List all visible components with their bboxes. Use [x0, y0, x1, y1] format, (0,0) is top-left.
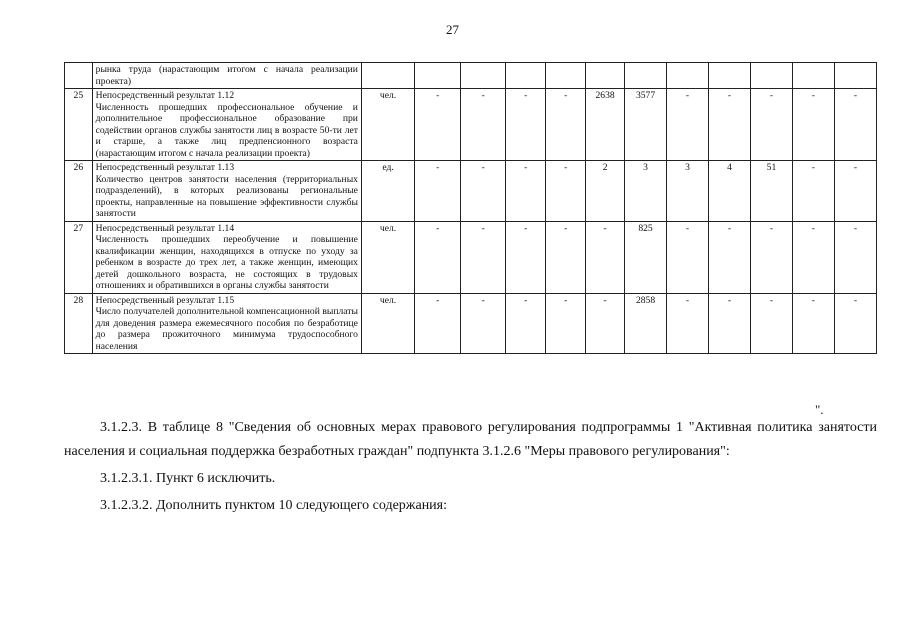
row-number: 28 [65, 293, 93, 354]
value-cell: - [792, 221, 834, 293]
value-cell: - [506, 221, 546, 293]
value-cell: 2638 [586, 89, 625, 161]
paragraph-3-1-2-3: 3.1.2.3. В таблице 8 "Сведения об основных мерах правового регулирования подпрограммы 1 "Активная политика занятости населения и социальная поддержка безработных граждан" подпункта 3.1.2.6 "Меры правового регулирования": [64, 420, 877, 459]
value-cell: - [834, 89, 876, 161]
value-cell: 3577 [625, 89, 667, 161]
value-cell [546, 63, 586, 89]
value-cell [625, 63, 667, 89]
row-number: 26 [65, 161, 93, 222]
value-cell: - [792, 89, 834, 161]
value-cell: - [506, 161, 546, 222]
value-cell: - [792, 293, 834, 354]
value-cell: - [546, 89, 586, 161]
value-cell [750, 63, 792, 89]
table-row [65, 63, 877, 89]
value-cell [506, 63, 546, 89]
value-cell: - [586, 293, 625, 354]
value-cell: - [586, 221, 625, 293]
value-cell [461, 63, 506, 89]
row-description [92, 161, 361, 222]
value-cell: 3 [667, 161, 709, 222]
value-cell: 2 [586, 161, 625, 222]
row-unit [361, 63, 414, 89]
value-cell: - [546, 161, 586, 222]
row-description [92, 89, 361, 161]
table-row [65, 221, 877, 293]
table-row [65, 161, 877, 222]
value-cell [708, 63, 750, 89]
value-cell: - [667, 293, 709, 354]
result-title: Непосредственный результат 1.12 [95, 90, 235, 101]
table-body [65, 63, 877, 354]
result-text: Число получателей дополнительной компенсационной выплаты для доведения размера ежемесячного пособия по безработице до размера прожиточного минимума трудоспособного населения [95, 306, 358, 352]
row-unit: ед. [361, 161, 414, 222]
value-cell [792, 63, 834, 89]
value-cell: - [461, 89, 506, 161]
row-description [92, 63, 361, 89]
value-cell: - [506, 293, 546, 354]
result-title: Непосредственный результат 1.15 [95, 294, 235, 306]
value-cell: - [546, 221, 586, 293]
value-cell: - [792, 161, 834, 222]
table-row [65, 89, 877, 161]
value-cell: - [461, 293, 506, 354]
row-unit: чел. [361, 293, 414, 354]
value-cell [834, 63, 876, 89]
row-number: 27 [65, 221, 93, 293]
table-row [65, 293, 877, 354]
value-cell: - [415, 161, 461, 222]
result-text: Количество центров занятости населения (территориальных подразделений), в которых реализованы региональные проекты, направленные на повышение эффективности службы занятости [95, 173, 358, 219]
value-cell: 4 [708, 161, 750, 222]
page-number: 27 [446, 22, 459, 37]
value-cell: - [506, 89, 546, 161]
value-cell: - [415, 89, 461, 161]
row-description [92, 293, 361, 354]
value-cell: - [461, 221, 506, 293]
row-number [65, 63, 93, 89]
value-cell: - [461, 161, 506, 222]
result-text: рынка труда (нарастающим итогом с начала реализации проекта) [95, 64, 358, 87]
row-unit: чел. [361, 89, 414, 161]
value-cell: 2858 [625, 293, 667, 354]
value-cell: 51 [750, 161, 792, 222]
value-cell [667, 63, 709, 89]
value-cell: - [834, 161, 876, 222]
value-cell: - [546, 293, 586, 354]
value-cell: - [834, 221, 876, 293]
value-cell: - [415, 221, 461, 293]
value-cell: - [750, 221, 792, 293]
result-text: Численность прошедших профессиональное обучение и дополнительное профессиональное образование при содействии органов службы занятости лиц в возрасте 50-ти лет и старше, а также лиц предпенсионного возраста (нарастающим итогом с начала реализации проекта) [95, 101, 358, 159]
result-title: Непосредственный результат 1.14 [95, 222, 235, 234]
value-cell: 3 [625, 161, 667, 222]
row-unit: чел. [361, 221, 414, 293]
value-cell: - [667, 221, 709, 293]
result-text: Численность прошедших переобучение и повышение квалификации женщин, находящихся в отпуске по уходу за ребенком в возрасте до трех лет, а также женщин, имеющих детей дошкольного возраста, не состоящих в трудовых отношениях и обратившихся в органы службы занятости [95, 234, 358, 291]
result-title: Непосредственный результат 1.13 [95, 162, 235, 173]
closing-quote: ". [815, 402, 824, 417]
row-description [92, 221, 361, 293]
value-cell: - [667, 89, 709, 161]
value-cell: - [415, 293, 461, 354]
paragraph-3-1-2-3-1: 3.1.2.3.1. Пункт 6 исключить. [100, 471, 276, 486]
paragraph-3-1-2-3-2: 3.1.2.3.2. Дополнить пунктом 10 следующего содержания: [100, 498, 448, 513]
value-cell: - [708, 221, 750, 293]
value-cell [415, 63, 461, 89]
value-cell [586, 63, 625, 89]
value-cell: - [834, 293, 876, 354]
value-cell: - [708, 293, 750, 354]
results-table [64, 62, 877, 354]
value-cell: - [750, 293, 792, 354]
value-cell: 825 [625, 221, 667, 293]
row-number: 25 [65, 89, 93, 161]
value-cell: - [750, 89, 792, 161]
value-cell: - [708, 89, 750, 161]
